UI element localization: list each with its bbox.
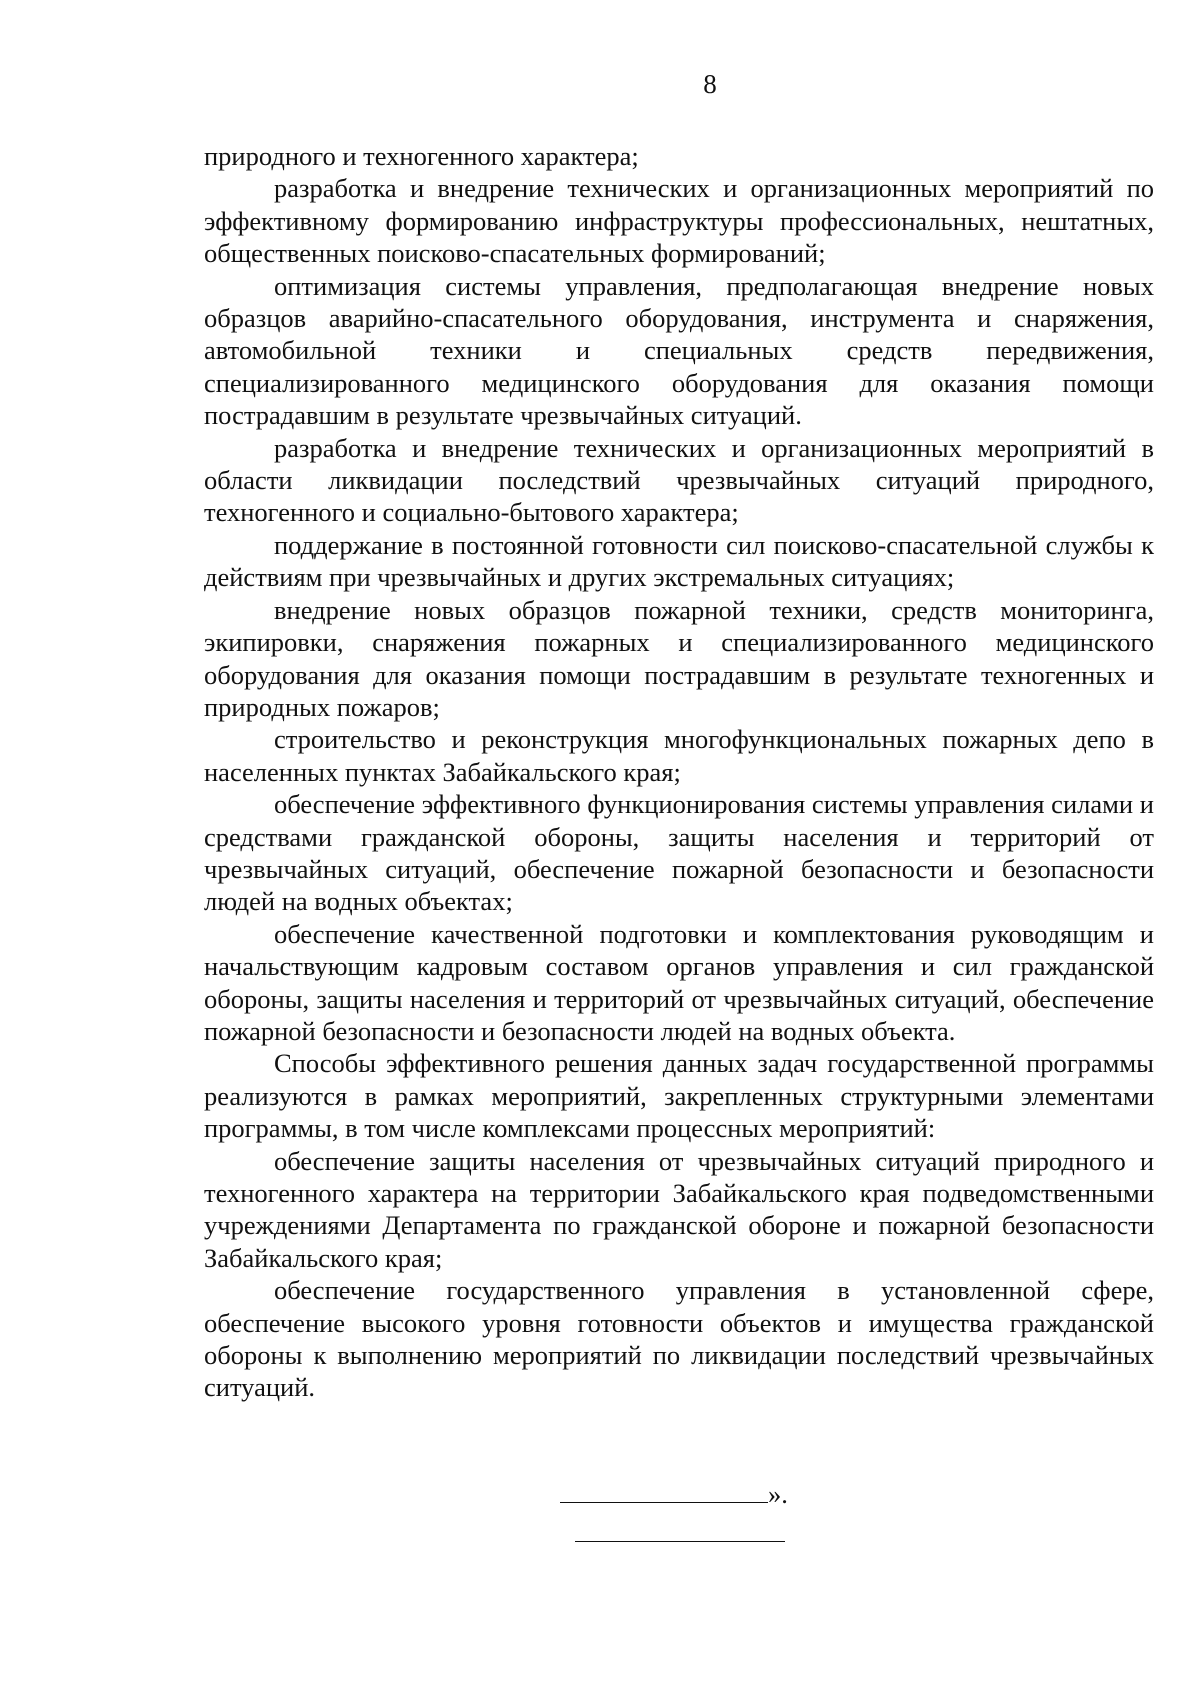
closing-mark-line (560, 1478, 800, 1510)
paragraph: поддержание в постоянной готовности сил поисково-спасательной службы к действиям при чрезвычайных и других экстремальных ситуациях; (204, 529, 1154, 593)
paragraph: разработка и внедрение технических и организационных мероприятий в области ликвидации последствий чрезвычайных ситуаций природного, техногенного и социально-бытового характера; (204, 432, 1154, 528)
end-separator-line (575, 1541, 785, 1542)
paragraph: обеспечение государственного управления в установленной сфере, обеспечение высокого уровня готовности объектов и имущества гражданской обороны к выполнению мероприятий по ликвидации последствий чрезвычайных ситуаций. (204, 1275, 1154, 1403)
page-number: 8 (703, 69, 717, 99)
document-body (204, 140, 1154, 1404)
paragraph: обеспечение качественной подготовки и комплектования руководящим и начальствующим кадровым составом органов управления и сил гражданской обороны, защиты населения и территорий от чрезвычайных ситуаций, обеспечение пожарной безопасности и безопасности людей на водных объекта. (204, 918, 1154, 1046)
paragraph: внедрение новых образцов пожарной техники, средств мониторинга, экипировки, снаряжения пожарных и специализированного медицинского оборудования для оказания помощи пострадавшим в результате техногенных и природных пожаров; (204, 594, 1154, 722)
closing-underline (560, 1502, 768, 1503)
paragraph: Способы эффективного решения данных задач государственной программы реализуются в рамках мероприятий, закрепленных структурными элементами программы, в том числе комплексами процессных мероприятий: (204, 1048, 1154, 1144)
paragraph-continuation: природного и техногенного характера; (204, 141, 639, 171)
paragraph: разработка и внедрение технических и организационных мероприятий по эффективному формированию инфраструктуры профессиональных, нештатных, общественных поисково-спасательных формирований; (204, 173, 1154, 269)
closing-quote-mark: ». (768, 1479, 788, 1509)
paragraph: оптимизация системы управления, предполагающая внедрение новых образцов аварийно-спасательного оборудования, инструмента и снаряжения, автомобильной техники и специальных средств передвижения, специализированного медицинского оборудования для оказания помощи пострадавшим в результате чрезвычайных ситуаций. (204, 270, 1154, 431)
paragraph: строительство и реконструкция многофункциональных пожарных депо в населенных пунктах Забайкальского края; (204, 724, 1154, 787)
paragraph: обеспечение эффективного функционирования системы управления силами и средствами гражданской обороны, защиты населения и территорий от чрезвычайных ситуаций, обеспечение пожарной безопасности и безопасности людей на водных объектах; (204, 789, 1154, 917)
paragraph: обеспечение защиты населения от чрезвычайных ситуаций природного и техногенного характера на территории Забайкальского края подведомственными учреждениями Департамента по гражданской обороне и пожарной безопасности Забайкальского края; (204, 1145, 1154, 1273)
